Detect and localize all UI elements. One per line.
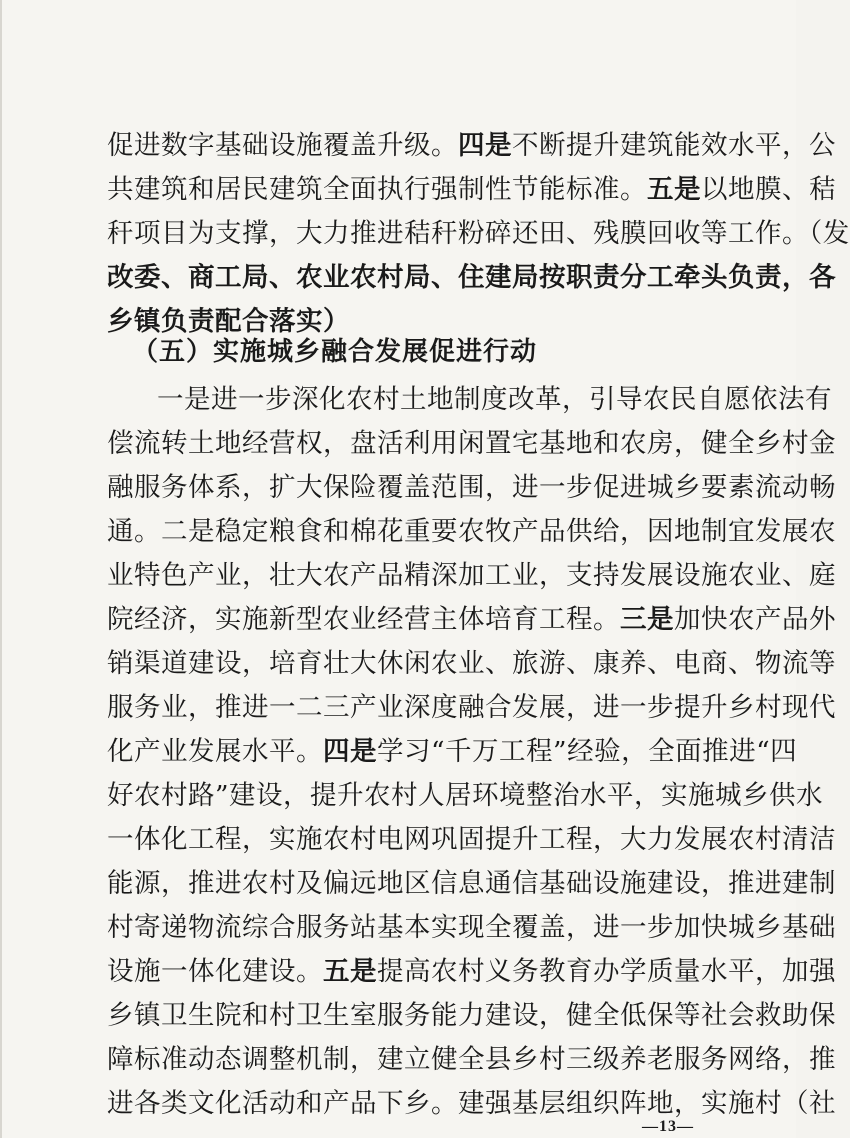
text-line: 共建筑和居民建筑全面执行强制性节能标准。五是以地膜、秸 bbox=[107, 174, 836, 205]
text-line: 秆项目为支撑，大力推进秸秆粉碎还田、残膜回收等工作。（发 bbox=[107, 218, 850, 249]
text-line: 服务业，推进一二三产业深度融合发展，进一步提升乡村现代 bbox=[107, 692, 836, 723]
page-number: —13— bbox=[642, 1118, 694, 1135]
text-line: 融服务体系，扩大保险覆盖范围，进一步促进城乡要素流动畅 bbox=[107, 472, 836, 503]
text-line: 院经济，实施新型农业经营主体培育工程。三是加快农产品外 bbox=[107, 604, 836, 635]
text-line: 业特色产业，壮大农产品精深加工业，支持发展设施农业、庭 bbox=[107, 560, 836, 591]
text-line: 偿流转土地经营权，盘活利用闲置宅基地和农房，健全乡村金 bbox=[107, 428, 836, 459]
text-line: 化产业发展水平。四是学习“千万工程”经验，全面推进“四 bbox=[107, 736, 798, 767]
text-line: 改委、商工局、农业农村局、住建局按职责分工牵头负责，各 bbox=[107, 262, 836, 293]
text-line: 通。二是稳定粮食和棉花重要农牧产品供给，因地制宜发展农 bbox=[107, 516, 836, 547]
text-line: 乡镇负责配合落实） bbox=[107, 306, 350, 337]
text-line: 好农村路”建设，提升农村人居环境整治水平，实施城乡供水 bbox=[107, 780, 824, 811]
text-line: 乡镇卫生院和村卫生室服务能力建设，健全低保等社会救助保 bbox=[107, 1000, 836, 1031]
text-line: 障标准动态调整机制，建立健全县乡村三级养老服务网络，推 bbox=[107, 1044, 836, 1075]
text-line: 一体化工程，实施农村电网巩固提升工程，大力发展农村清洁 bbox=[107, 824, 836, 855]
section-heading: （五）实施城乡融合发展促进行动 bbox=[132, 337, 538, 367]
text-line: 销渠道建设，培育壮大休闲农业、旅游、康养、电商、物流等 bbox=[107, 648, 836, 679]
text-line: 设施一体化建设。五是提高农村义务教育办学质量水平，加强 bbox=[107, 956, 836, 987]
text-line: 促进数字基础设施覆盖升级。四是不断提升建筑能效水平，公 bbox=[107, 130, 836, 161]
text-line: 一是进一步深化农村土地制度改革，引导农民自愿依法有 bbox=[157, 384, 832, 415]
text-line: 能源，推进农村及偏远地区信息通信基础设施建设，推进建制 bbox=[107, 868, 836, 899]
text-line: 村寄递物流综合服务站基本实现全覆盖，进一步加快城乡基础 bbox=[107, 912, 836, 943]
text-line: 进各类文化活动和产品下乡。建强基层组织阵地，实施村（社 bbox=[107, 1088, 836, 1119]
